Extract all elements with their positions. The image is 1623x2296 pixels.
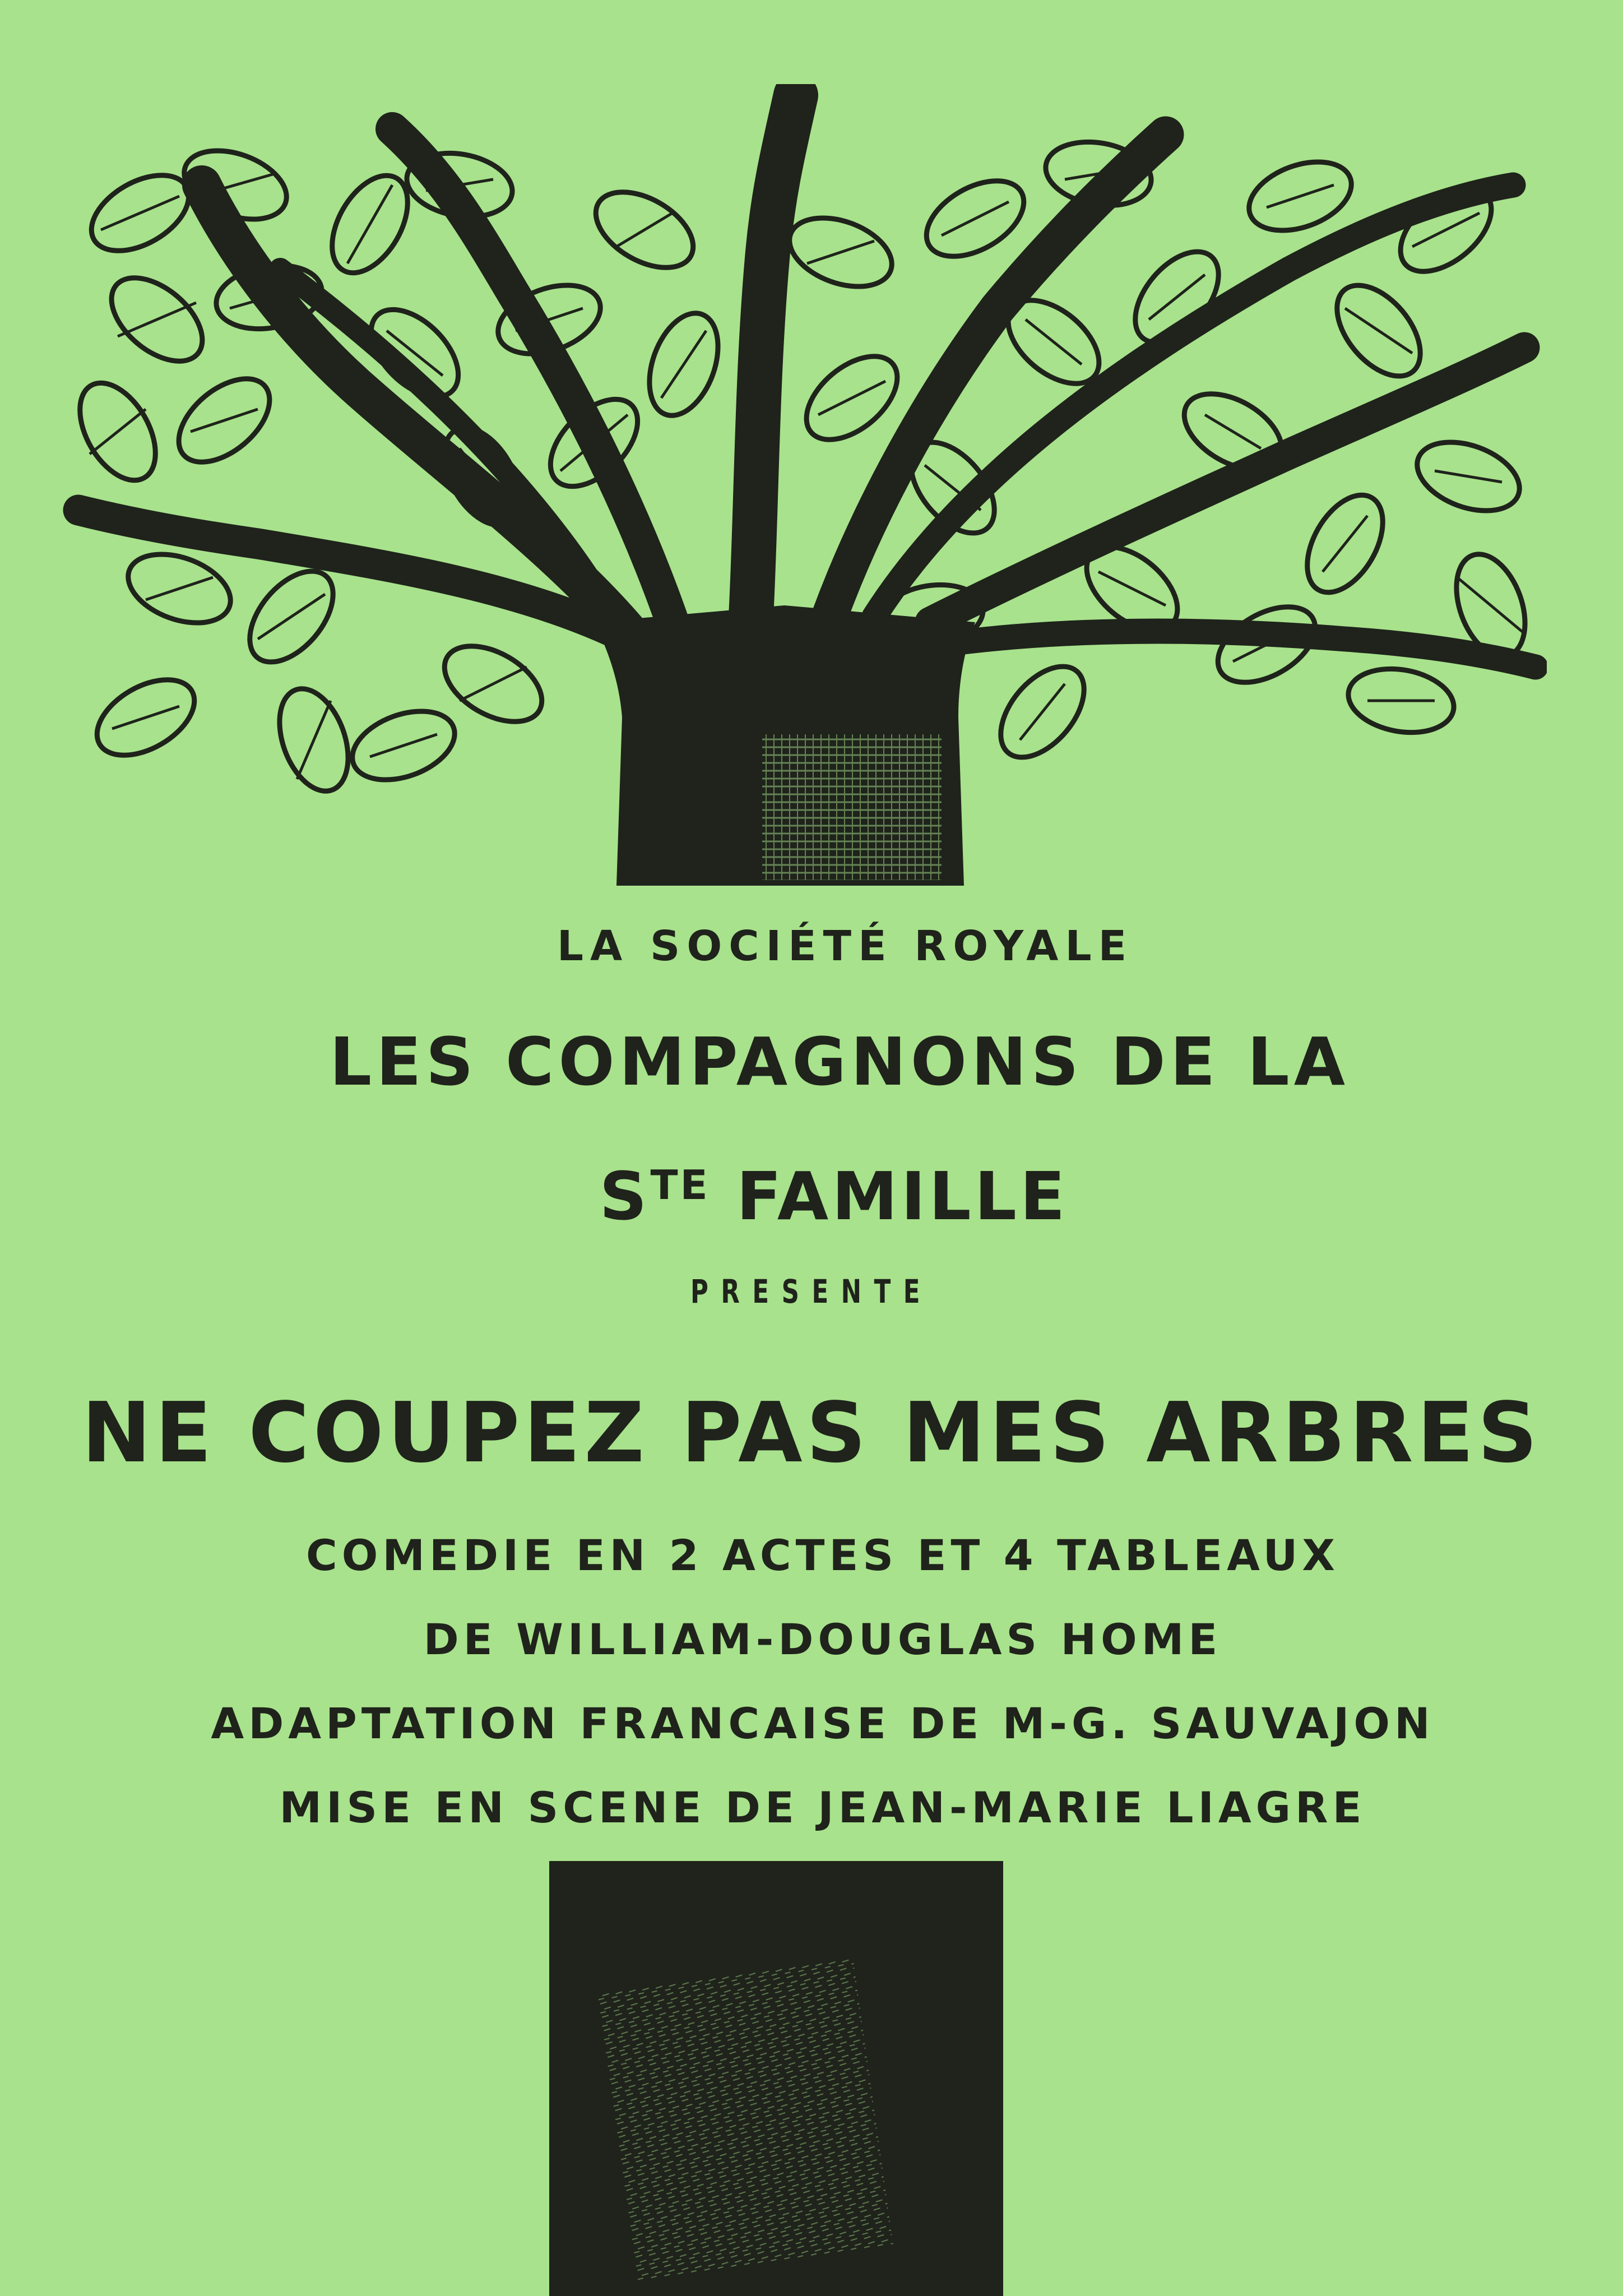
society-line: LA SOCIÉTÉ ROYALE [557, 922, 1134, 970]
adaptation-line: ADAPTATION FRANCAISE DE M-G. SAUVAJON [211, 1698, 1435, 1748]
printed-block-icon [549, 1861, 1003, 2296]
famille-superscript: TE [650, 1161, 710, 1209]
tree-woodcut-icon [56, 84, 1547, 886]
company-line: LES COMPAGNONS DE LA [329, 1023, 1350, 1100]
author-line: DE WILLIAM-DOUGLAS HOME [423, 1614, 1222, 1664]
genre-line: COMEDIE EN 2 ACTES ET 4 TABLEAUX [306, 1530, 1339, 1580]
presents-line: PRESENTE [690, 1272, 933, 1311]
play-title: NE COUPEZ PAS MES ARBRES [81, 1385, 1542, 1481]
famille-line [0, 1158, 1623, 1235]
direction-line: MISE EN SCENE DE JEAN-MARIE LIAGRE [279, 1783, 1366, 1832]
famille-prefix: S [599, 1158, 651, 1235]
famille-word: FAMILLE [736, 1158, 1069, 1235]
